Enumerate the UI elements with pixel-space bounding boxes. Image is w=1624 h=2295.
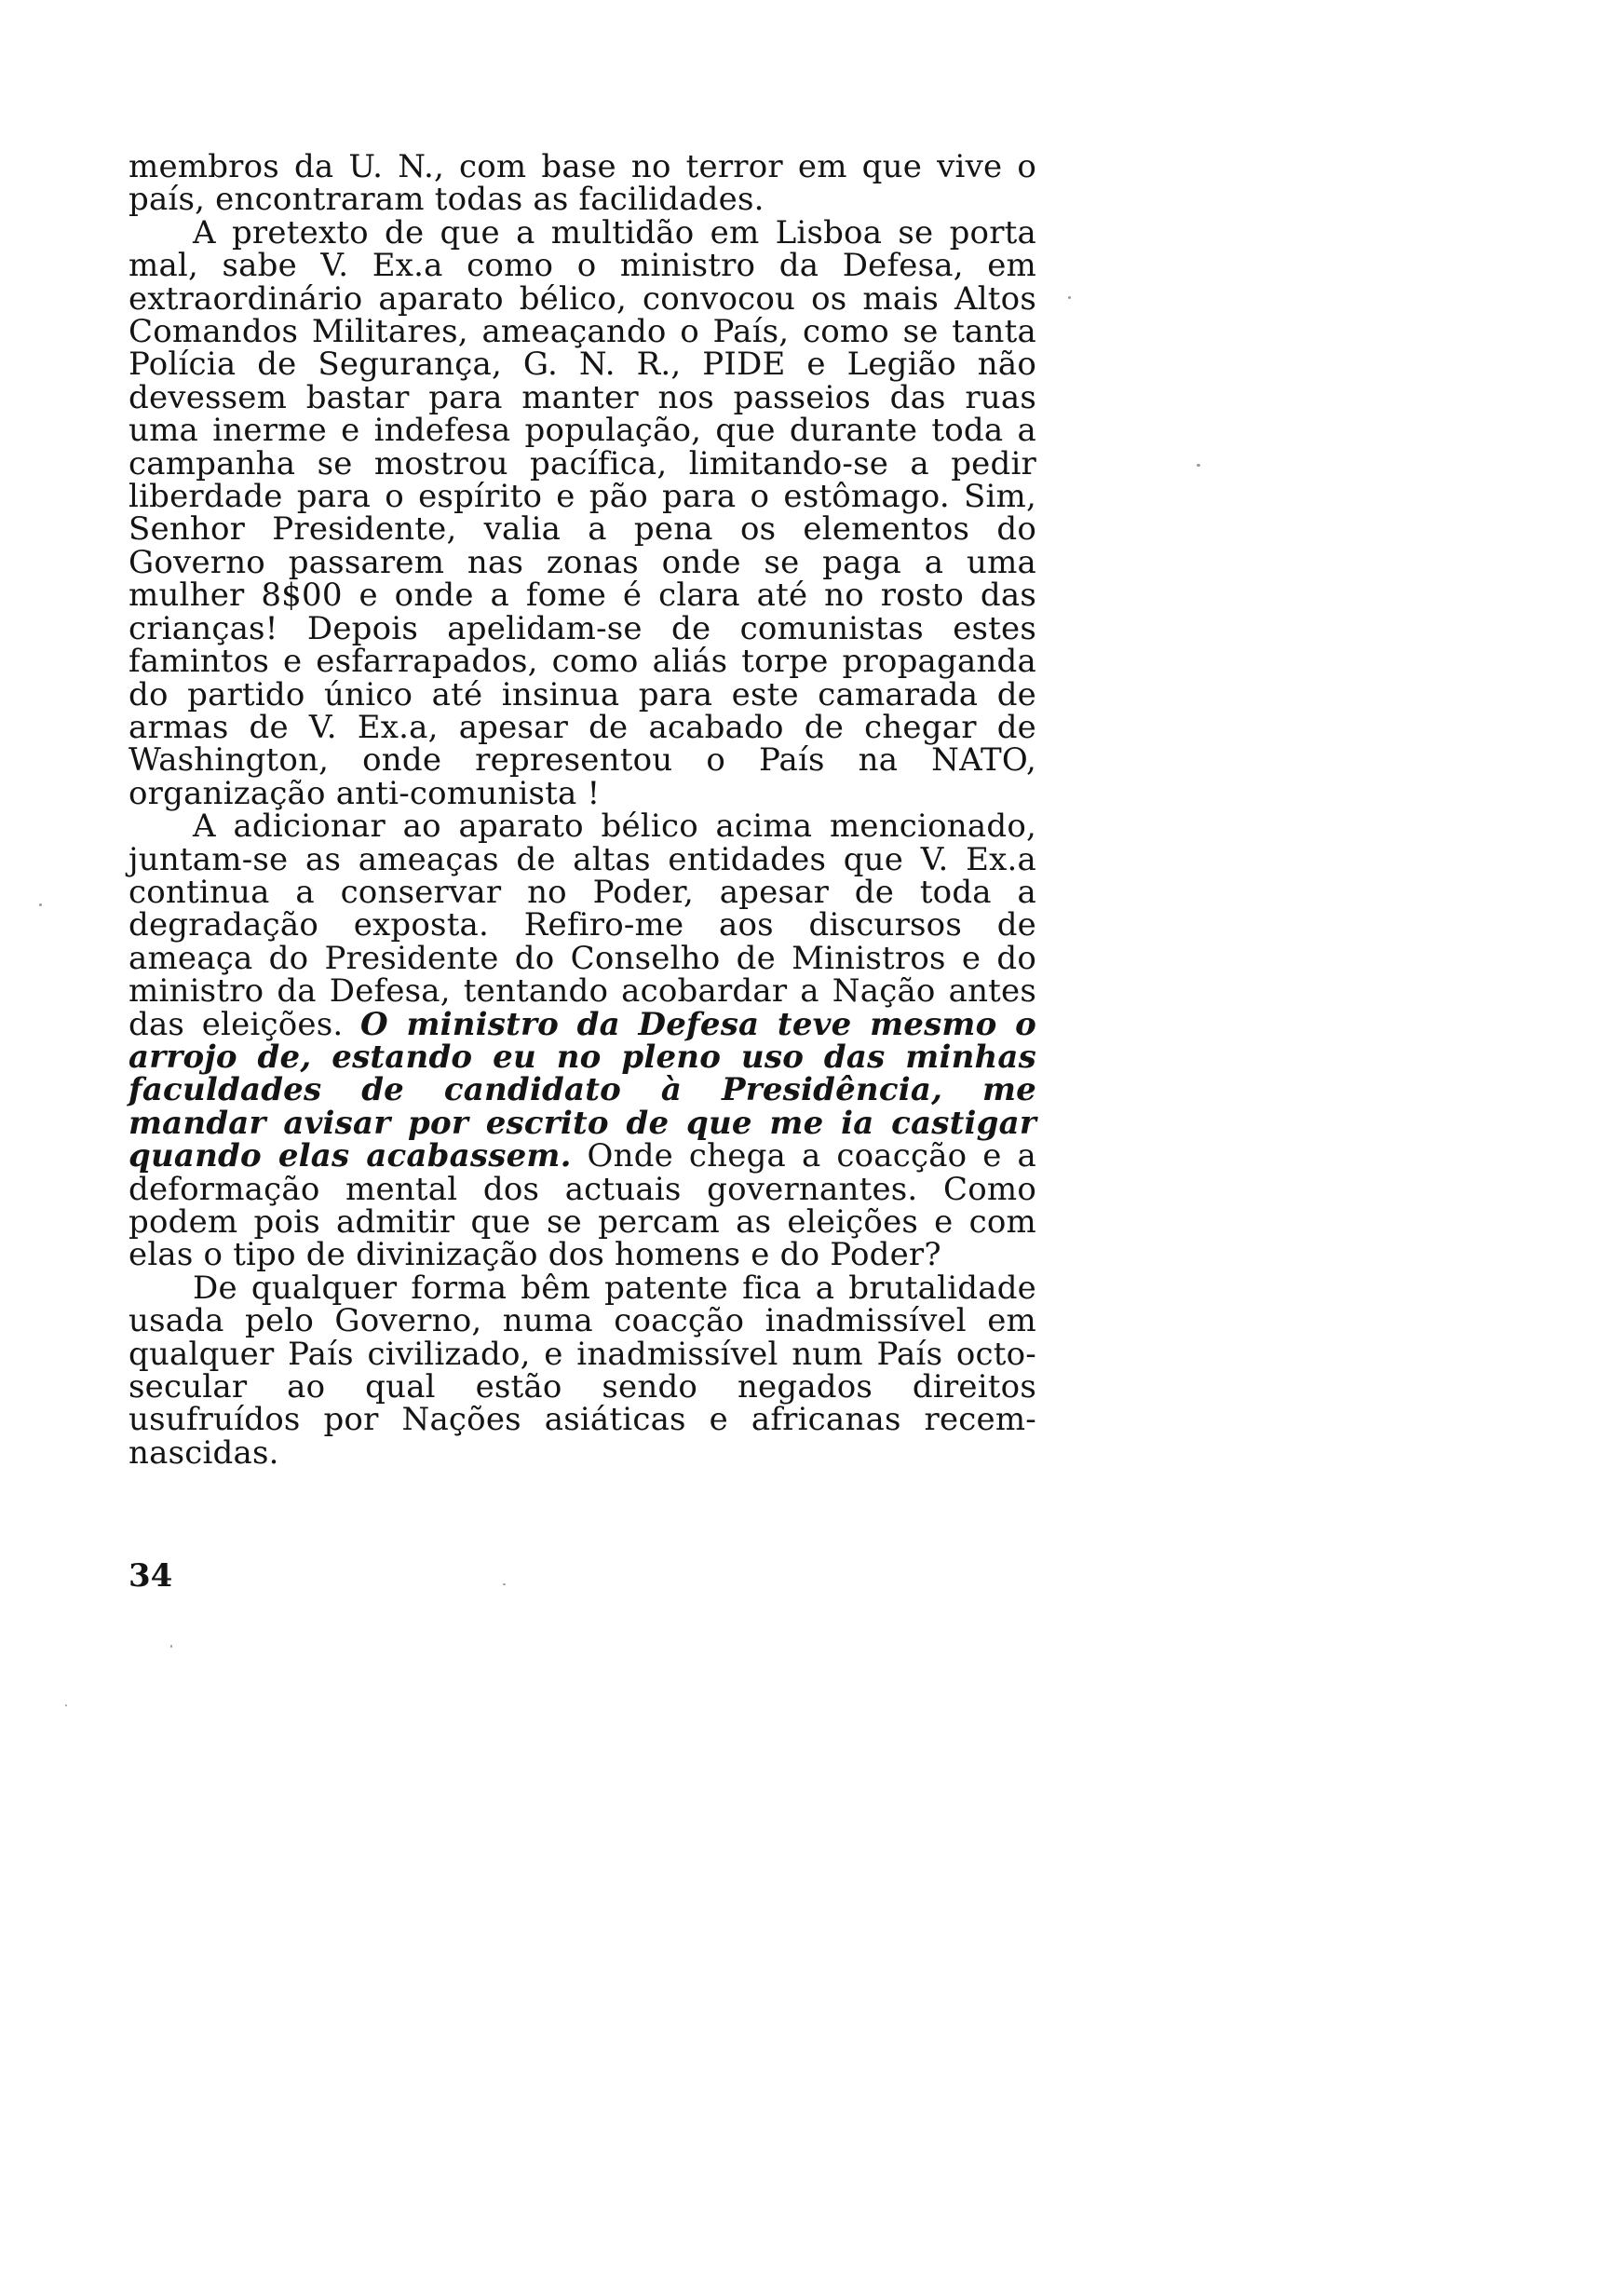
scan-speck bbox=[170, 1645, 172, 1648]
page-number: 34 bbox=[129, 1557, 173, 1595]
emphasized-text: O ministro da Defesa teve mesmo o arrojo de, estando eu no pleno uso das minhas faculdades de candidato à Presidência, me mandar avisar por escrito de que me ia castigar quando elas acabassem. bbox=[129, 1005, 1037, 1175]
paragraph-text: Onde chega a coacção e a deformação mental dos actuais governantes. Como podem pois admitir que se percam as eleições e com elas o tipo de divinização dos homens e do Poder? bbox=[129, 1137, 1036, 1274]
body-text bbox=[129, 148, 1037, 1472]
paragraph-text: membros da U. N., com base no terror em que vive o país, encontraram todas as facilidades. bbox=[129, 148, 1036, 219]
paragraph-text: A pretexto de que a multidão em Lisboa se porta mal, sabe V. Ex.a como o ministro da Defesa, em extraordinário aparato bélico, convocou os mais Altos Comandos Militares, ameaçando o País, como se tanta Polícia de Segurança, G. N. R., PIDE e Legião não devessem bastar para manter nos passeios das ruas uma inerme e indefesa população, que durante toda a campanha se mostrou pacífica, limitando-se a pedir liberdade para o espírito e pão para o estômago. Sim, Senhor Presidente, valia a pena os elementos do Governo passarem nas zonas onde se paga a uma mulher 8$00 e onde a fome é clara até no rosto das crianças! Depois apelidam-se de comunistas estes famintos e esfarrapados, como aliás torpe propaganda do partido único até insinua para este camarada de armas de V. Ex.a, apesar de acabado de chegar de Washington, onde representou o País na NATO, organização anti-comunista ! bbox=[129, 213, 1036, 812]
paragraph bbox=[129, 148, 1036, 219]
scan-speck bbox=[1197, 464, 1200, 467]
paragraph bbox=[129, 213, 1036, 812]
paragraph-text: A adicionar ao aparato bélico acima mencionado, juntam-se as ameaças de altas entidades que V. Ex.a continua a conservar no Poder, apesar de toda a degradação exposta. Refiro-me aos discursos de ameaça do Presidente do Conselho de Ministros e do ministro da Defesa, tentando acobardar a Nação antes das eleições. bbox=[129, 808, 1036, 1043]
scan-speck bbox=[39, 903, 42, 906]
scan-speck bbox=[503, 1583, 506, 1585]
paragraph bbox=[129, 1269, 1036, 1472]
paragraph bbox=[129, 810, 1036, 1272]
scan-speck bbox=[65, 1704, 67, 1706]
paragraph-text: De qualquer forma bêm patente fica a brutalidade usada pelo Governo, numa coacção inadmissível em qualquer País civilizado, e inadmissível num País octo-secular ao qual estão sendo negados direitos usufruídos por Nações asiáticas e africanas recem-nascidas. bbox=[129, 1269, 1036, 1472]
scan-speck bbox=[1068, 296, 1071, 299]
